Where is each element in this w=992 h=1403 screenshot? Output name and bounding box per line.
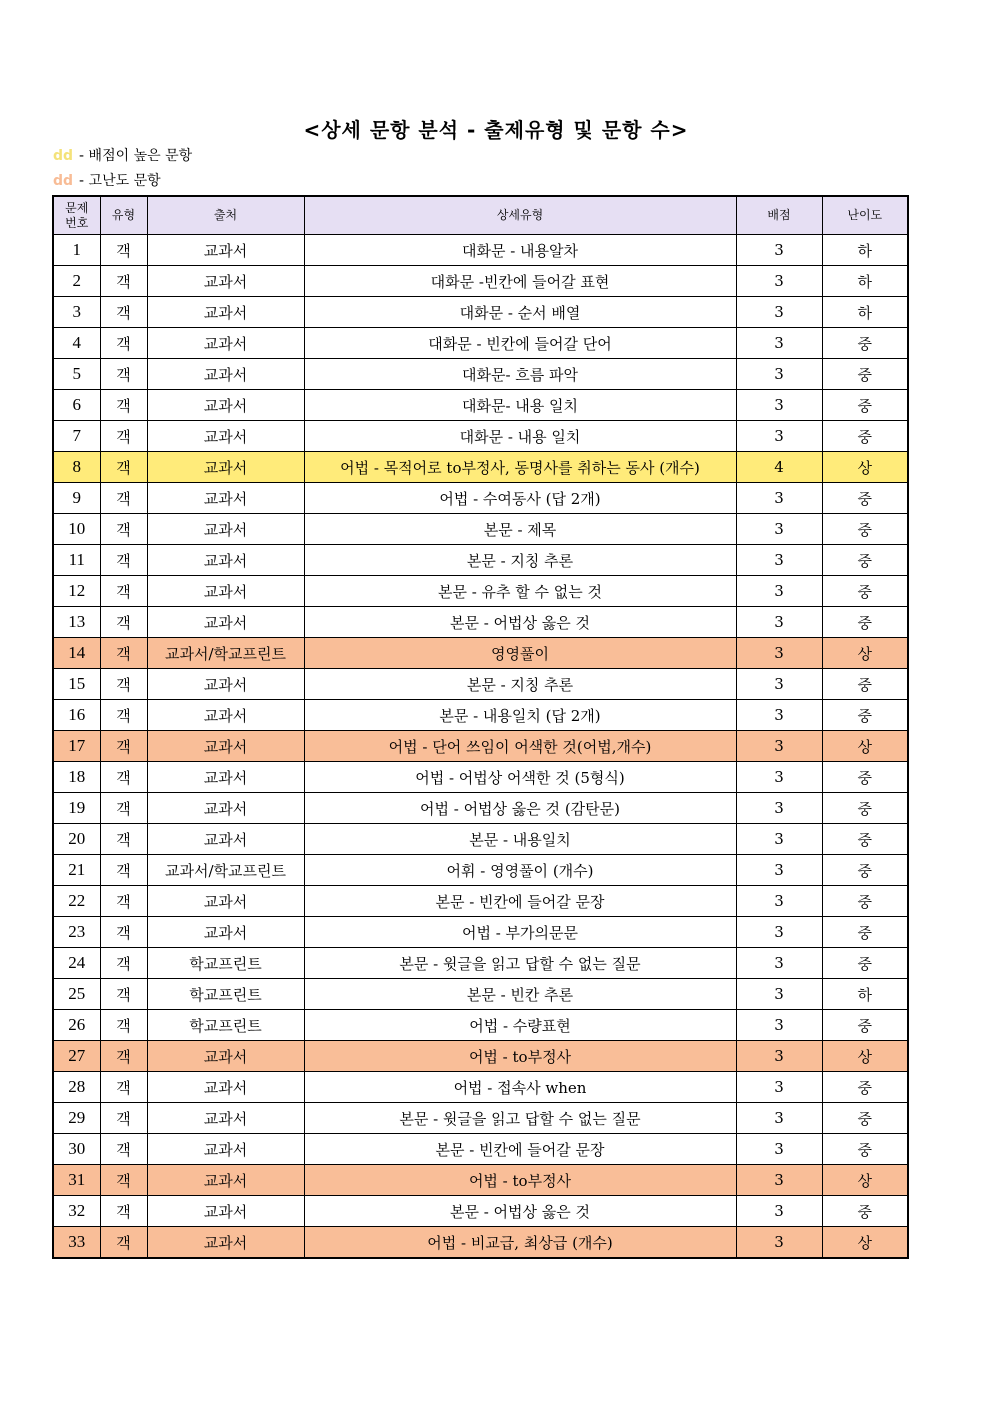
cell-question-no: 32 — [53, 1196, 100, 1227]
cell-source: 교과서 — [147, 483, 304, 514]
header-question-no — [53, 196, 100, 235]
table-row — [53, 1103, 908, 1134]
cell-question-no: 28 — [53, 1072, 100, 1103]
cell-source: 교과서 — [147, 452, 304, 483]
cell-question-no: 17 — [53, 731, 100, 762]
cell-level: 중 — [822, 576, 908, 607]
cell-question-no: 25 — [53, 979, 100, 1010]
cell-source: 교과서 — [147, 328, 304, 359]
cell-type: 객 — [100, 390, 147, 421]
cell-question-no: 30 — [53, 1134, 100, 1165]
cell-score: 3 — [736, 328, 822, 359]
table-row — [53, 1010, 908, 1041]
cell-question-no: 10 — [53, 514, 100, 545]
cell-source: 교과서 — [147, 297, 304, 328]
cell-question-no: 13 — [53, 607, 100, 638]
cell-level: 중 — [822, 762, 908, 793]
cell-detail: 영영풀이 — [304, 638, 736, 669]
cell-source: 교과서 — [147, 917, 304, 948]
cell-type: 객 — [100, 576, 147, 607]
table-row — [53, 266, 908, 297]
table-body — [53, 235, 908, 1259]
cell-detail: 본문 - 빈칸에 들어갈 문장 — [304, 886, 736, 917]
cell-detail: 본문 - 어법상 옳은 것 — [304, 1196, 736, 1227]
cell-detail: 어법 - 어법상 옳은 것 (감탄문) — [304, 793, 736, 824]
cell-type: 객 — [100, 979, 147, 1010]
cell-score: 3 — [736, 297, 822, 328]
cell-type: 객 — [100, 855, 147, 886]
cell-detail: 어법 - 목적어로 to부정사, 동명사를 취하는 동사 (개수) — [304, 452, 736, 483]
cell-type: 객 — [100, 328, 147, 359]
cell-question-no: 27 — [53, 1041, 100, 1072]
cell-question-no: 2 — [53, 266, 100, 297]
table-row — [53, 390, 908, 421]
cell-type: 객 — [100, 297, 147, 328]
cell-question-no: 9 — [53, 483, 100, 514]
cell-type: 객 — [100, 731, 147, 762]
cell-level: 중 — [822, 855, 908, 886]
cell-score: 3 — [736, 1072, 822, 1103]
cell-question-no: 3 — [53, 297, 100, 328]
cell-type: 객 — [100, 1041, 147, 1072]
cell-source: 교과서 — [147, 762, 304, 793]
cell-score: 3 — [736, 1227, 822, 1259]
cell-level: 중 — [822, 793, 908, 824]
table-row — [53, 793, 908, 824]
page-title: <상세 문항 분석 - 출제유형 및 문항 수> — [303, 118, 689, 142]
table-row — [53, 762, 908, 793]
legend-high-score — [53, 145, 192, 165]
cell-detail: 어법 - 단어 쓰임이 어색한 것(어법,개수) — [304, 731, 736, 762]
cell-detail: 본문 - 어법상 옳은 것 — [304, 607, 736, 638]
cell-source: 교과서 — [147, 1165, 304, 1196]
cell-detail: 대화문 - 빈칸에 들어갈 단어 — [304, 328, 736, 359]
cell-detail: 본문 - 내용일치 — [304, 824, 736, 855]
cell-score: 3 — [736, 700, 822, 731]
cell-level: 중 — [822, 328, 908, 359]
header-detail: 상세유형 — [304, 196, 736, 235]
cell-source: 교과서 — [147, 731, 304, 762]
cell-level: 하 — [822, 979, 908, 1010]
cell-question-no: 21 — [53, 855, 100, 886]
cell-level: 중 — [822, 1072, 908, 1103]
cell-level: 상 — [822, 1227, 908, 1259]
question-analysis-table — [52, 195, 909, 1259]
cell-detail: 어법 - 수량표현 — [304, 1010, 736, 1041]
cell-source: 교과서 — [147, 421, 304, 452]
cell-type: 객 — [100, 669, 147, 700]
cell-source: 교과서 — [147, 793, 304, 824]
cell-score: 3 — [736, 948, 822, 979]
cell-level: 상 — [822, 452, 908, 483]
cell-type: 객 — [100, 1196, 147, 1227]
cell-source: 학교프린트 — [147, 979, 304, 1010]
cell-question-no: 14 — [53, 638, 100, 669]
cell-score: 3 — [736, 669, 822, 700]
header-level: 난이도 — [822, 196, 908, 235]
cell-source: 교과서 — [147, 1134, 304, 1165]
cell-type: 객 — [100, 235, 147, 266]
cell-detail: 대화문- 내용 일치 — [304, 390, 736, 421]
cell-score: 3 — [736, 793, 822, 824]
cell-question-no: 33 — [53, 1227, 100, 1259]
cell-type: 객 — [100, 948, 147, 979]
cell-question-no: 5 — [53, 359, 100, 390]
cell-level: 중 — [822, 1196, 908, 1227]
cell-source: 교과서 — [147, 266, 304, 297]
cell-score: 3 — [736, 607, 822, 638]
cell-score: 3 — [736, 359, 822, 390]
table-row — [53, 607, 908, 638]
table-row — [53, 545, 908, 576]
cell-level: 중 — [822, 1010, 908, 1041]
table-row — [53, 700, 908, 731]
cell-level: 하 — [822, 235, 908, 266]
cell-level: 중 — [822, 886, 908, 917]
cell-level: 중 — [822, 824, 908, 855]
cell-detail: 어법 - 비교급, 최상급 (개수) — [304, 1227, 736, 1259]
cell-question-no: 8 — [53, 452, 100, 483]
table-row — [53, 886, 908, 917]
header-score: 배점 — [736, 196, 822, 235]
legend-label-high-difficulty: - 고난도 문항 — [79, 173, 161, 189]
cell-source: 학교프린트 — [147, 1010, 304, 1041]
cell-score: 3 — [736, 235, 822, 266]
legend-swatch-high-difficulty: dd — [53, 173, 74, 189]
cell-question-no: 16 — [53, 700, 100, 731]
cell-source: 교과서 — [147, 669, 304, 700]
cell-score: 3 — [736, 1165, 822, 1196]
cell-level: 중 — [822, 669, 908, 700]
cell-source: 교과서 — [147, 886, 304, 917]
cell-score: 3 — [736, 576, 822, 607]
cell-source: 교과서 — [147, 607, 304, 638]
cell-question-no: 12 — [53, 576, 100, 607]
cell-level: 하 — [822, 297, 908, 328]
cell-question-no: 4 — [53, 328, 100, 359]
cell-question-no: 22 — [53, 886, 100, 917]
table-row — [53, 235, 908, 266]
cell-type: 객 — [100, 359, 147, 390]
cell-detail: 본문 - 지칭 추론 — [304, 545, 736, 576]
cell-source: 교과서/학교프린트 — [147, 638, 304, 669]
table-row — [53, 452, 908, 483]
cell-type: 객 — [100, 638, 147, 669]
cell-score: 3 — [736, 483, 822, 514]
cell-detail: 본문 - 지칭 추론 — [304, 669, 736, 700]
table-row — [53, 1072, 908, 1103]
cell-level: 상 — [822, 1041, 908, 1072]
cell-level: 하 — [822, 266, 908, 297]
header-question-no-line2: 번호 — [65, 215, 89, 230]
legend-label-high-score: - 배점이 높은 문항 — [79, 148, 193, 164]
cell-score: 3 — [736, 1041, 822, 1072]
cell-question-no: 20 — [53, 824, 100, 855]
cell-question-no: 29 — [53, 1103, 100, 1134]
header-source: 출처 — [147, 196, 304, 235]
cell-score: 3 — [736, 1196, 822, 1227]
cell-level: 중 — [822, 359, 908, 390]
cell-score: 3 — [736, 762, 822, 793]
table-row — [53, 917, 908, 948]
cell-score: 3 — [736, 917, 822, 948]
table-row — [53, 421, 908, 452]
cell-score: 3 — [736, 545, 822, 576]
cell-score: 3 — [736, 979, 822, 1010]
table-row — [53, 979, 908, 1010]
cell-detail: 어법 - to부정사 — [304, 1165, 736, 1196]
cell-level: 중 — [822, 514, 908, 545]
cell-source: 교과서 — [147, 359, 304, 390]
cell-score: 3 — [736, 1103, 822, 1134]
table-row — [53, 1227, 908, 1259]
cell-type: 객 — [100, 886, 147, 917]
header-type: 유형 — [100, 196, 147, 235]
cell-detail: 본문 - 빈칸 추론 — [304, 979, 736, 1010]
cell-source: 교과서 — [147, 235, 304, 266]
cell-source: 교과서/학교프린트 — [147, 855, 304, 886]
cell-question-no: 24 — [53, 948, 100, 979]
cell-question-no: 23 — [53, 917, 100, 948]
cell-type: 객 — [100, 762, 147, 793]
cell-source: 교과서 — [147, 1072, 304, 1103]
cell-type: 객 — [100, 700, 147, 731]
cell-level: 중 — [822, 1103, 908, 1134]
table-row — [53, 948, 908, 979]
cell-type: 객 — [100, 1227, 147, 1259]
cell-question-no: 18 — [53, 762, 100, 793]
cell-level: 중 — [822, 483, 908, 514]
cell-detail: 어법 - 어법상 어색한 것 (5형식) — [304, 762, 736, 793]
cell-score: 3 — [736, 1134, 822, 1165]
cell-type: 객 — [100, 1134, 147, 1165]
table-row — [53, 669, 908, 700]
cell-question-no: 7 — [53, 421, 100, 452]
cell-score: 3 — [736, 638, 822, 669]
cell-detail: 본문 - 빈칸에 들어갈 문장 — [304, 1134, 736, 1165]
cell-source: 교과서 — [147, 545, 304, 576]
cell-question-no: 1 — [53, 235, 100, 266]
table-row — [53, 638, 908, 669]
cell-source: 교과서 — [147, 576, 304, 607]
cell-detail: 대화문 - 내용 일치 — [304, 421, 736, 452]
cell-level: 상 — [822, 731, 908, 762]
table-row — [53, 1196, 908, 1227]
table-row — [53, 514, 908, 545]
table-header-row — [53, 196, 908, 235]
cell-type: 객 — [100, 514, 147, 545]
cell-question-no: 26 — [53, 1010, 100, 1041]
cell-level: 중 — [822, 917, 908, 948]
cell-detail: 본문 - 윗글을 읽고 답할 수 없는 질문 — [304, 948, 736, 979]
cell-level: 중 — [822, 948, 908, 979]
cell-detail: 어법 - 접속사 when — [304, 1072, 736, 1103]
header-question-no-line1: 문제 — [65, 200, 89, 215]
table-row — [53, 1134, 908, 1165]
cell-question-no: 31 — [53, 1165, 100, 1196]
cell-score: 4 — [736, 452, 822, 483]
cell-source: 교과서 — [147, 700, 304, 731]
cell-type: 객 — [100, 452, 147, 483]
table-row — [53, 731, 908, 762]
table-row — [53, 1165, 908, 1196]
cell-level: 중 — [822, 700, 908, 731]
cell-source: 교과서 — [147, 390, 304, 421]
cell-question-no: 6 — [53, 390, 100, 421]
cell-source: 교과서 — [147, 514, 304, 545]
cell-detail: 본문 - 내용일치 (답 2개) — [304, 700, 736, 731]
cell-detail: 대화문 - 내용알차 — [304, 235, 736, 266]
cell-source: 교과서 — [147, 1196, 304, 1227]
cell-question-no: 19 — [53, 793, 100, 824]
table-row — [53, 824, 908, 855]
cell-type: 객 — [100, 1072, 147, 1103]
cell-type: 객 — [100, 824, 147, 855]
cell-score: 3 — [736, 886, 822, 917]
cell-type: 객 — [100, 1010, 147, 1041]
cell-question-no: 15 — [53, 669, 100, 700]
table-row — [53, 297, 908, 328]
legend-swatch-high-score: dd — [53, 148, 74, 164]
table-row — [53, 359, 908, 390]
cell-detail: 어법 - 부가의문문 — [304, 917, 736, 948]
cell-type: 객 — [100, 607, 147, 638]
cell-score: 3 — [736, 514, 822, 545]
cell-detail: 어법 - to부정사 — [304, 1041, 736, 1072]
cell-score: 3 — [736, 266, 822, 297]
cell-detail: 대화문 -빈칸에 들어갈 표현 — [304, 266, 736, 297]
cell-detail: 대화문- 흐름 파악 — [304, 359, 736, 390]
table-row — [53, 1041, 908, 1072]
cell-type: 객 — [100, 1103, 147, 1134]
cell-source: 학교프린트 — [147, 948, 304, 979]
cell-score: 3 — [736, 824, 822, 855]
cell-source: 교과서 — [147, 1227, 304, 1259]
cell-score: 3 — [736, 390, 822, 421]
cell-level: 상 — [822, 638, 908, 669]
cell-type: 객 — [100, 266, 147, 297]
cell-detail: 어법 - 수여동사 (답 2개) — [304, 483, 736, 514]
cell-type: 객 — [100, 545, 147, 576]
cell-level: 중 — [822, 390, 908, 421]
cell-score: 3 — [736, 421, 822, 452]
cell-type: 객 — [100, 421, 147, 452]
cell-source: 교과서 — [147, 824, 304, 855]
cell-type: 객 — [100, 917, 147, 948]
cell-level: 중 — [822, 1134, 908, 1165]
cell-level: 중 — [822, 421, 908, 452]
table-row — [53, 576, 908, 607]
cell-detail: 대화문 - 순서 배열 — [304, 297, 736, 328]
cell-level: 중 — [822, 545, 908, 576]
cell-type: 객 — [100, 793, 147, 824]
legend-high-difficulty — [53, 170, 161, 190]
cell-source: 교과서 — [147, 1041, 304, 1072]
cell-detail: 본문 - 유추 할 수 없는 것 — [304, 576, 736, 607]
table-row — [53, 483, 908, 514]
cell-detail: 본문 - 윗글을 읽고 답할 수 없는 질문 — [304, 1103, 736, 1134]
cell-score: 3 — [736, 855, 822, 886]
cell-question-no: 11 — [53, 545, 100, 576]
table-row — [53, 328, 908, 359]
cell-score: 3 — [736, 1010, 822, 1041]
cell-source: 교과서 — [147, 1103, 304, 1134]
cell-type: 객 — [100, 1165, 147, 1196]
cell-level: 중 — [822, 607, 908, 638]
cell-score: 3 — [736, 731, 822, 762]
cell-type: 객 — [100, 483, 147, 514]
table-row — [53, 855, 908, 886]
cell-detail: 어휘 - 영영풀이 (개수) — [304, 855, 736, 886]
cell-level: 상 — [822, 1165, 908, 1196]
cell-detail: 본문 - 제목 — [304, 514, 736, 545]
